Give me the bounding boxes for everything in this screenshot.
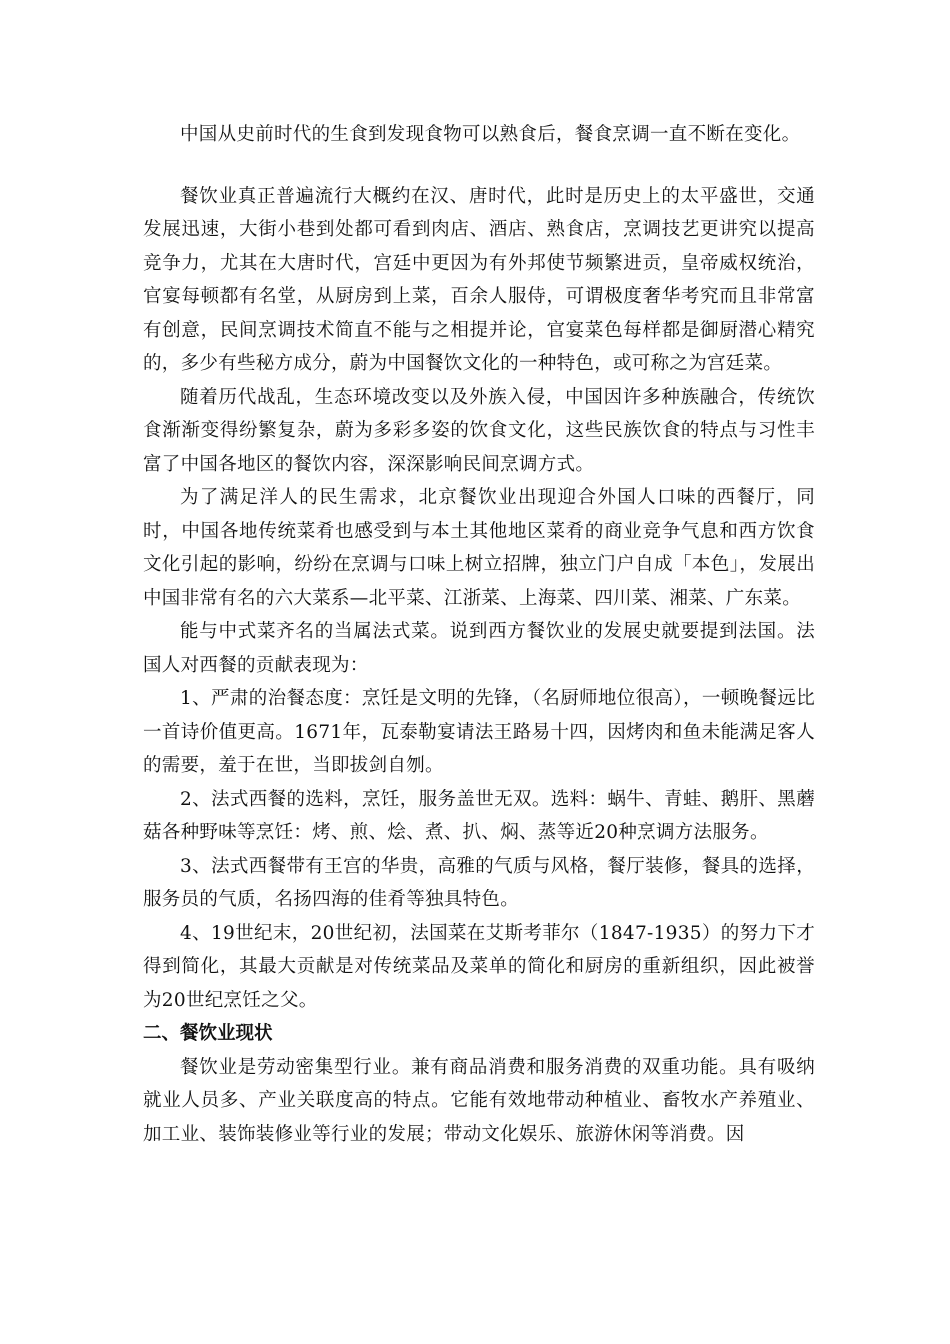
paragraph-han-tang: 餐饮业真正普遍流行大概约在汉、唐时代，此时是历史上的太平盛世，交通发展迅速，大街小巷到处都可看到肉店、酒店、熟食店，烹调技艺更讲究以提高竞争力，尤其在大唐时代，宫廷中更因为有外邦使节频繁进贡，皇帝威权统治，官宴每顿都有名堂，从厨房到上菜，百余人服侍，可谓极度奢华考究而且非常富有创意，民间烹调技术简直不能与之相提并论，官宴菜色每样都是御厨潜心精究的，多少有些秘方成分，蔚为中国餐饮文化的一种特色，或可称之为宫廷菜。 (143, 185, 815, 374)
list-item-1: 1、严肃的治餐态度：烹饪是文明的先锋，（名厨师地位很高），一顿晚餐远比一首诗价值更高。1671年，瓦泰勒宴请法王路易十四，因烤肉和鱼未能满足客人的需要，羞于在世，当即拔剑自刎。 (143, 688, 815, 776)
list-item-2: 2、法式西餐的选料，烹饪，服务盖世无双。选料：蜗牛、青蛙、鹅肝、黑蘑菇各种野味等烹饪：烤、煎、烩、煮、扒、焖、蒸等近20种烹调方法服务。 (143, 788, 815, 843)
list-item-3: 3、法式西餐带有王宫的华贵，高雅的气质与风格，餐厅装修，餐具的选择，服务员的气质，名扬四海的佳肴等独具特色。 (143, 855, 815, 910)
paragraph-western-restaurants: 为了满足洋人的民生需求，北京餐饮业出现迎合外国人口味的西餐厅，同时，中国各地传统菜肴也感受到与本土其他地区菜肴的商业竞争气息和西方饮食文化引起的影响，纷纷在烹调与口味上树立招牌，独立门户自成「本色」，发展出中国非常有名的六大菜系—北平菜、江浙菜、上海菜、四川菜、湘菜、广东菜。 (143, 487, 815, 609)
list-item-4: 4、19世纪末，20世纪初，法国菜在艾斯考菲尔（1847-1935）的努力下才得到简化，其最大贡献是对传统菜品及菜单的简化和厨房的重新组织，因此被誉为20世纪烹饪之父。 (143, 922, 815, 1011)
paragraph-intro: 中国从史前时代的生食到发现食物可以熟食后，餐食烹调一直不断在变化。 (180, 124, 801, 145)
paragraph-french-cuisine: 能与中式菜齐名的当属法式菜。说到西方餐饮业的发展史就要提到法国。法国人对西餐的贡献表现为： (143, 621, 815, 676)
section-heading: 二、餐饮业现状 (143, 1023, 273, 1044)
document-page (143, 118, 815, 1318)
paragraph-industry-status: 餐饮业是劳动密集型行业。兼有商品消费和服务消费的双重功能。具有吸纳就业人员多、产业关联度高的特点。它能有效地带动种植业、畜牧水产养殖业、加工业、装饰装修业等行业的发展；带动文化娱乐、旅游休闲等消费。因 (143, 1056, 815, 1145)
paragraph-wars-fusion: 随着历代战乱，生态环境改变以及外族入侵，中国因许多种族融合，传统饮食渐渐变得纷繁复杂，蔚为多彩多姿的饮食文化，这些民族饮食的特点与习性丰富了中国各地区的餐饮内容，深深影响民间烹调方式。 (143, 386, 815, 475)
